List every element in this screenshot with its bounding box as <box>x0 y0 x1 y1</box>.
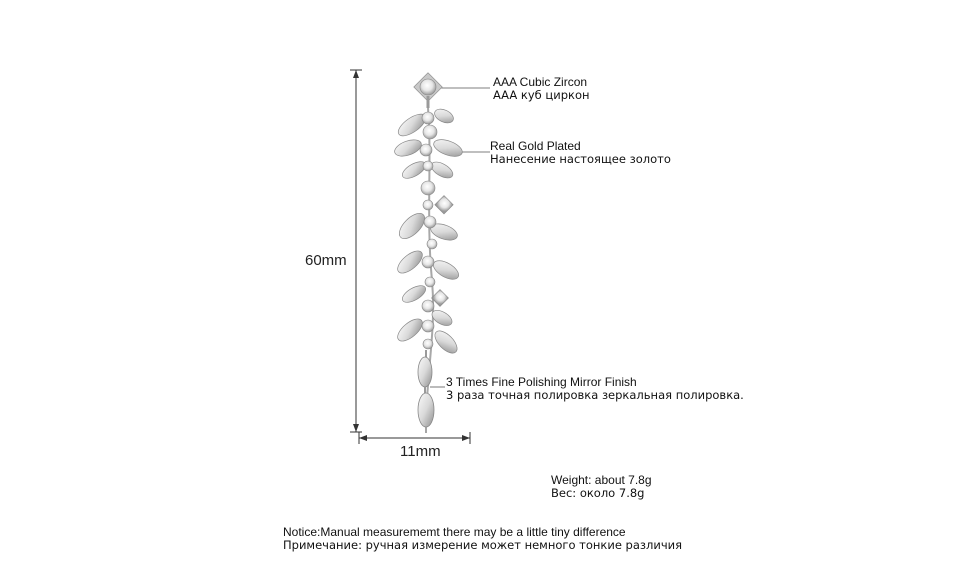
weight-info <box>551 474 652 500</box>
polish-label-ru: 3 раза точная полировка зеркальная полировка. <box>446 388 744 402</box>
notice <box>283 526 682 552</box>
leaf-cluster-lower <box>394 282 461 357</box>
polish-annotation <box>446 376 744 402</box>
height-dimension-line <box>350 70 362 432</box>
width-label: 11mm <box>400 443 441 460</box>
notice-ru: Примечание: ручная измерение может немного тонкие различия <box>283 538 683 552</box>
zircon-label-ru: AAA куб циркон <box>493 88 590 102</box>
gold-annotation <box>490 140 671 166</box>
gold-label-en: Real Gold Plated <box>490 139 581 153</box>
zircon-label-en: AAA Cubic Zircon <box>493 75 588 89</box>
height-label: 60mm <box>305 252 347 269</box>
marquise-drops <box>418 350 434 433</box>
leaf-cluster-middle <box>394 181 462 287</box>
notice-en: Notice:Manual measurememt there may be a little tiny difference <box>283 525 626 539</box>
zircon-annotation <box>493 76 590 102</box>
weight-en: Weight: about 7.8g <box>551 473 652 487</box>
gold-label-ru: Нанесение настоящее золото <box>490 152 671 166</box>
polish-label-en: 3 Times Fine Polishing Mirror Finish <box>446 375 637 389</box>
weight-ru: Вес: около 7.8g <box>551 486 645 500</box>
